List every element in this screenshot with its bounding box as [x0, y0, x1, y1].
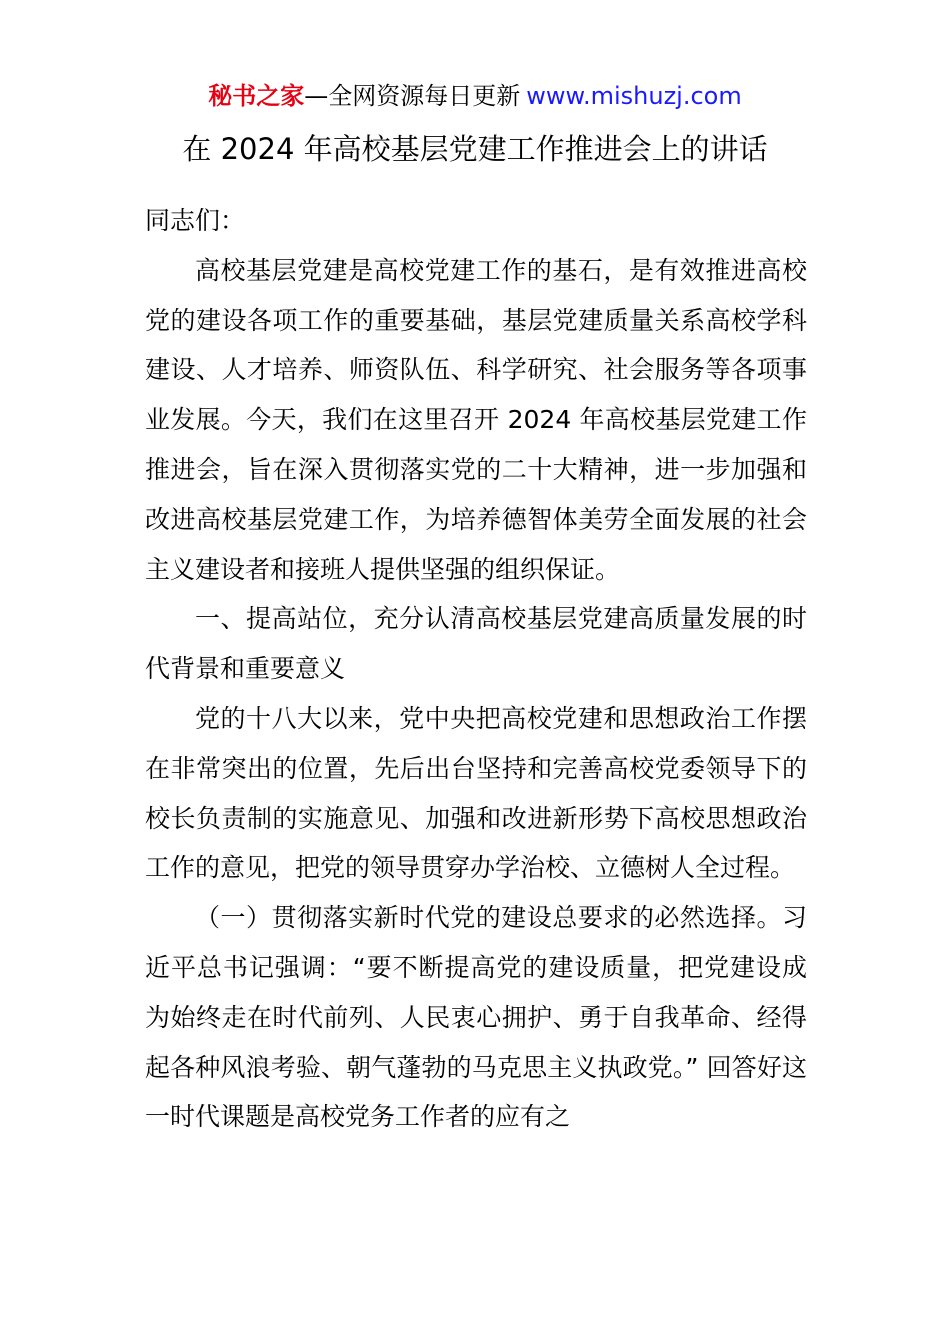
paragraph-background: 党的十八大以来，党中央把高校党建和思想政治工作摆在非常突出的位置，先后出台坚持和完善高校党委领导下的校长负责制的实施意见、加强和改进新形势下高校思想政治工作的意见，把党的领导贯穿办学治校、立德树人全过程。 [145, 703, 807, 883]
paragraph-subsection-one: （一）贯彻落实新时代党的建设总要求的必然选择。习近平总书记强调：“要不断提高党的建设质量，把党建设成为始终走在时代前列、人民衷心拥护、勇于自我革命、经得起各种风浪考验、朝气蓬勃的马克思主义执政党。” 回答好这一时代课题是高校党务工作者的应有之 [145, 903, 807, 1132]
site-banner [0, 80, 950, 112]
salutation: 同志们： [145, 206, 246, 235]
site-url-link[interactable]: www.mishuzj.com [526, 82, 742, 110]
brand-name: 秘书之家 [208, 82, 305, 110]
brand-tagline: —全网资源每日更新 [304, 82, 521, 110]
paragraph-intro: 高校基层党建是高校党建工作的基石，是有效推进高校党的建设各项工作的重要基础，基层党建质量关系高校学科建设、人才培养、师资队伍、科学研究、社会服务等各项事业发展。今天，我们在这里召开 2024 年高校基层党建工作推进会，旨在深入贯彻落实党的二十大精神，进一步加强和改进高校基层党建工作，为培养德智体美劳全面发展的社会主义建设者和接班人提供坚强的组织保证。 [145, 255, 807, 584]
document-body [145, 196, 807, 1142]
document-title: 在 2024 年高校基层党建工作推进会上的讲话 [182, 132, 768, 166]
section-heading-one: 一、提高站位，充分认清高校基层党建高质量发展的时代背景和重要意义 [145, 604, 807, 684]
